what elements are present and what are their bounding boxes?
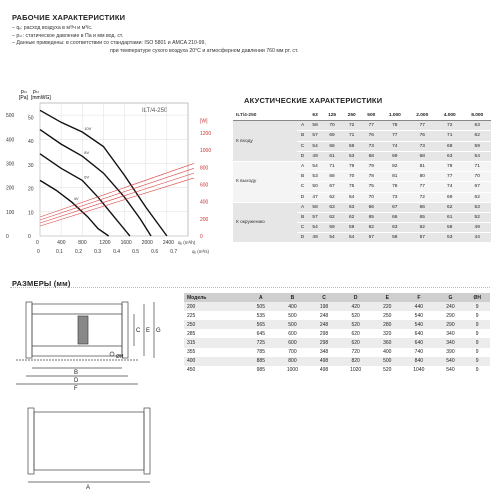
dim-cell: 498 — [310, 357, 338, 366]
dim-row — [184, 311, 490, 320]
acoustic-value: 54 — [308, 223, 322, 233]
dim-cell: 248 — [310, 320, 338, 329]
dim-header: G — [437, 293, 465, 302]
dim-header: D — [338, 293, 373, 302]
acoustic-value: 81 — [381, 172, 408, 182]
acoustic-value: 44 — [463, 233, 491, 243]
dim-cell: 225 — [187, 312, 196, 319]
acoustic-value: 54 — [308, 161, 322, 171]
acoustic-value: 66 — [381, 212, 408, 222]
dim-cell: 348 — [319, 349, 329, 356]
dim-cell: 500 — [288, 312, 297, 319]
dim-cell: 600 — [275, 338, 310, 347]
motor — [78, 316, 88, 344]
y-tick-mm: 20 — [28, 186, 34, 193]
dim-cell: 250 — [383, 312, 392, 319]
dim-cell: 498 — [319, 367, 329, 374]
acoustic-value: 69 — [322, 131, 342, 141]
dim-cell: 540 — [446, 367, 455, 374]
acoustic-value: 76 — [409, 131, 436, 141]
dim-cell: 535 — [256, 312, 265, 319]
acoustic-value: 63 — [342, 202, 362, 212]
dim-cell: 740 — [414, 349, 424, 356]
x-tick-m3h: 800 — [78, 240, 87, 246]
chart-curves — [40, 110, 194, 236]
dim-cell: 298 — [319, 330, 329, 337]
dim-cell: 290 — [446, 312, 455, 319]
dim-cell: 540 — [437, 357, 465, 366]
y-tick-mm: 0 — [28, 234, 31, 240]
power-curve — [40, 163, 194, 217]
dim-header: ØH — [464, 293, 490, 302]
acoustic-value: 62 — [342, 212, 362, 222]
acoustic-value: 70 — [322, 121, 342, 131]
acoustic-value: 82 — [381, 161, 408, 171]
dim-row — [184, 302, 490, 311]
y-tick-mm: 30 — [28, 162, 34, 169]
curve-8V — [40, 130, 151, 236]
y-tick-pa: 200 — [6, 185, 15, 192]
acoustic-value: 74 — [381, 141, 408, 151]
dim-header: E — [373, 293, 401, 302]
acoustic-value: 59 — [322, 223, 342, 233]
chart-ticks — [6, 113, 211, 255]
acoustic-value: 69 — [436, 192, 463, 202]
dim-cell: 290 — [437, 320, 465, 329]
dim-cell: 285 — [187, 330, 196, 337]
freq-header: 500 — [361, 111, 381, 121]
acoustic-value: 68 — [322, 172, 342, 182]
x-unit-m3s: qᵥ (m³/s) — [192, 249, 209, 254]
dim-cell: 520 — [351, 312, 360, 319]
acoustic-value: 72 — [409, 192, 436, 202]
dim-cell: 315 — [184, 338, 247, 347]
label-d: D — [74, 378, 79, 384]
acoustic-value: 77 — [409, 182, 436, 192]
acoustic-value: 76 — [361, 131, 381, 141]
weighting: D — [297, 192, 308, 202]
acoustic-value: 62 — [361, 223, 381, 233]
x-tick-m3s: 0.2 — [75, 249, 83, 255]
acoustic-value: 62 — [322, 192, 342, 202]
acoustic-value: 62 — [322, 212, 342, 222]
dim-cell: 620 — [351, 330, 360, 337]
dim-cell: 198 — [310, 302, 338, 311]
dim-cell: 250 — [184, 320, 247, 329]
acoustic-value: 70 — [463, 172, 491, 182]
dim-header: C — [310, 293, 338, 302]
note-pressure: – pₛₜ: статическое давление в Па и мм вод. ст. — [12, 32, 124, 39]
acoustic-value: 77 — [409, 121, 436, 131]
acoustic-value: 67 — [322, 182, 342, 192]
performance-chart — [0, 85, 230, 275]
y-tick-pa: 500 — [6, 113, 15, 120]
dim-cell: 620 — [338, 338, 373, 347]
dim-cell: 220 — [373, 302, 401, 311]
acoustic-group-label: К окружению — [233, 202, 297, 243]
label-h: ØH — [116, 354, 124, 360]
dim-cell: 298 — [310, 338, 338, 347]
dim-cell: 420 — [338, 302, 373, 311]
weighting: C — [297, 182, 308, 192]
y-tick-pa: 100 — [6, 209, 15, 216]
dim-cell: 1020 — [350, 367, 362, 374]
dimensions-table — [184, 293, 490, 375]
dim-cell: 450 — [187, 367, 196, 374]
acoustic-value: 59 — [463, 141, 491, 151]
dim-row — [184, 348, 490, 357]
acoustic-value: 73 — [381, 192, 408, 202]
acoustic-value: 66 — [409, 202, 436, 212]
dim-cell: 1000 — [286, 367, 298, 374]
power-curve — [40, 168, 194, 220]
acoustic-value: 68 — [409, 151, 436, 161]
power-tick: 400 — [200, 199, 209, 206]
dim-cell: 248 — [319, 312, 329, 319]
acoustic-value: 54 — [463, 151, 491, 161]
acoustic-value: 57 — [308, 212, 322, 222]
y-axis-unit-mm: [mmWG] — [31, 95, 51, 101]
acoustic-value: 63 — [342, 151, 362, 161]
dim-cell: 720 — [351, 349, 360, 356]
curve-label: 4V — [73, 196, 79, 202]
dim-cell: 820 — [338, 357, 373, 366]
dim-cell: 840 — [401, 357, 436, 366]
dim-cell: 540 — [401, 320, 436, 329]
acoustic-value: 70 — [342, 172, 362, 182]
y-axis-label-mm: pₛₜ — [33, 89, 40, 95]
acoustic-group-label: К входу — [233, 121, 297, 162]
dim-cell: 645 — [256, 330, 265, 337]
x-tick-m3s: 0.6 — [151, 249, 159, 255]
acoustic-value: 67 — [463, 182, 491, 192]
dim-row — [184, 329, 490, 338]
acoustic-value: 54 — [342, 233, 362, 243]
label-e: E — [146, 328, 151, 334]
freq-header: 8.000 — [463, 111, 491, 121]
dim-cell: 1040 — [413, 367, 425, 374]
acoustic-value: 68 — [361, 151, 381, 161]
acoustic-value: 65 — [409, 212, 436, 222]
dim-cell: 725 — [247, 338, 275, 347]
acoustic-value: 63 — [436, 151, 463, 161]
x-tick-m3h: 2000 — [141, 240, 153, 246]
acoustic-value: 54 — [308, 141, 322, 151]
power-label: [W] — [200, 118, 208, 125]
dim-cell: 500 — [275, 320, 310, 329]
acoustic-value: 68 — [436, 141, 463, 151]
curve-label: 6V — [84, 174, 90, 180]
dim-cell: 565 — [247, 320, 275, 329]
power-tick: 600 — [200, 182, 209, 189]
acoustic-value: 62 — [463, 131, 491, 141]
freq-header: 2.000 — [409, 111, 436, 121]
note-conditions: при температуре сухого воздуха 20°C и атмосферном давлении 760 мм рт. ст. — [110, 47, 299, 54]
acoustic-value: 77 — [436, 172, 463, 182]
acoustic-value: 57 — [409, 233, 436, 243]
acoustic-value: 49 — [308, 151, 322, 161]
y-tick-mm: 10 — [28, 210, 34, 217]
acoustic-value: 66 — [322, 141, 342, 151]
notes — [12, 25, 298, 55]
weighting: D — [297, 151, 308, 161]
x-tick-m3s: 0 — [37, 249, 40, 255]
acoustic-value: 58 — [308, 202, 322, 212]
weighting: A — [297, 202, 308, 212]
dim-cell: 390 — [446, 349, 455, 356]
dim-cell: 540 — [414, 312, 424, 319]
dim-header: B — [275, 293, 310, 302]
acoustic-row — [233, 161, 491, 171]
dim-header: F — [401, 293, 436, 302]
acoustic-value: 78 — [381, 121, 408, 131]
dim-cell: 355 — [187, 349, 196, 356]
acoustic-title: АКУСТИЧЕСКИЕ ХАРАКТЕРИСТИКИ — [244, 96, 383, 105]
dim-cell: 320 — [383, 330, 392, 337]
x-tick-m3h: 1600 — [120, 240, 132, 246]
y-tick-pa: 0 — [6, 234, 9, 240]
dim-cell: 9 — [464, 338, 490, 347]
dim-cell: 440 — [401, 302, 436, 311]
dimension-drawing — [12, 292, 177, 492]
acoustic-value: 62 — [463, 192, 491, 202]
weighting: D — [297, 233, 308, 243]
dim-cell: 9 — [464, 320, 490, 329]
acoustic-value: 75 — [361, 182, 381, 192]
fan-side — [34, 412, 144, 470]
acoustic-value: 50 — [308, 182, 322, 192]
freq-header: 125 — [322, 111, 342, 121]
x-unit-m3h: qᵥ (m³/h) — [178, 240, 196, 245]
x-tick-m3h: 2400 — [162, 240, 174, 246]
acoustic-value: 72 — [342, 121, 362, 131]
acoustic-value: 66 — [361, 202, 381, 212]
acoustic-value: 78 — [436, 161, 463, 171]
acoustic-value: 62 — [409, 223, 436, 233]
acoustic-value: 79 — [342, 161, 362, 171]
acoustic-value: 67 — [381, 202, 408, 212]
freq-header: 1.000 — [381, 111, 408, 121]
acoustic-value: 68 — [342, 141, 362, 151]
dim-row — [184, 357, 490, 366]
acoustic-value: 61 — [436, 212, 463, 222]
label-f: F — [74, 386, 78, 392]
acoustic-value: 74 — [436, 182, 463, 192]
acoustic-value: 79 — [361, 161, 381, 171]
acoustic-value: 57 — [308, 131, 322, 141]
acoustic-value: 64 — [342, 192, 362, 202]
acoustic-value: 78 — [381, 182, 408, 192]
acoustic-value: 63 — [381, 223, 408, 233]
weighting: B — [297, 131, 308, 141]
acoustic-value: 53 — [308, 172, 322, 182]
acoustic-value: 81 — [409, 161, 436, 171]
dim-cell: 9 — [475, 330, 479, 337]
freq-header: 63 — [308, 111, 322, 121]
acoustic-value: 57 — [361, 233, 381, 243]
fan-body — [32, 304, 122, 356]
weighting: A — [297, 121, 308, 131]
acoustic-value: 71 — [463, 161, 491, 171]
note-standards: – Данные приведены: в соответствии со стандартами: ISO 5801 и AMCA 210-99, — [12, 40, 206, 46]
weighting: A — [297, 161, 308, 171]
dim-cell: 640 — [401, 338, 436, 347]
dim-cell: 340 — [446, 330, 455, 337]
y-axis-unit-pa: [Pa] — [19, 95, 28, 101]
dim-cell: 9 — [464, 357, 490, 366]
acoustic-value: 63 — [463, 121, 491, 131]
dim-cell: 400 — [383, 349, 392, 356]
chart-model: ILT/4-250 — [142, 108, 168, 114]
acoustic-value: 73 — [409, 141, 436, 151]
dim-cell: 240 — [437, 302, 465, 311]
y-tick-pa: 300 — [6, 161, 15, 168]
dim-cell: 9 — [475, 349, 479, 356]
power-tick: 800 — [200, 165, 209, 172]
dim-row — [184, 320, 490, 329]
acoustic-value: 71 — [436, 131, 463, 141]
dim-cell: 785 — [256, 349, 265, 356]
acoustic-value: 77 — [381, 131, 408, 141]
dim-cell: 600 — [288, 330, 297, 337]
acoustic-value: 59 — [342, 223, 362, 233]
dim-cell: 885 — [247, 357, 275, 366]
dim-cell: 360 — [373, 338, 401, 347]
acoustic-value: 47 — [308, 192, 322, 202]
freq-header: 250 — [342, 111, 362, 121]
acoustic-value: 80 — [409, 172, 436, 182]
power-curve — [40, 178, 194, 226]
performance-title: РАБОЧИЕ ХАРАКТЕРИСТИКИ — [12, 13, 126, 22]
dim-cell: 9 — [475, 367, 479, 374]
dim-cell: 200 — [184, 302, 247, 311]
acoustic-value: 75 — [342, 182, 362, 192]
weighting: B — [297, 212, 308, 222]
dim-cell: 700 — [288, 349, 297, 356]
acoustic-value: 58 — [308, 121, 322, 131]
acoustic-value: 73 — [361, 141, 381, 151]
y-axis-label-pa: pₛₜ — [21, 89, 28, 95]
dim-cell: 340 — [437, 338, 465, 347]
dim-cell: 640 — [414, 330, 424, 337]
acoustic-value: 49 — [308, 233, 322, 243]
x-tick-m3s: 0.3 — [94, 249, 102, 255]
acoustic-row — [233, 202, 491, 212]
acoustic-group-label: К выходу — [233, 161, 297, 202]
dim-cell: 400 — [184, 357, 247, 366]
dim-row — [184, 366, 490, 375]
x-tick-m3s: 0.4 — [113, 249, 121, 255]
acoustic-value: 53 — [436, 233, 463, 243]
acoustic-value: 71 — [342, 131, 362, 141]
acoustic-value: 69 — [381, 151, 408, 161]
label-a: A — [86, 485, 91, 491]
y-tick-pa: 400 — [6, 137, 15, 144]
acoustic-value: 53 — [463, 202, 491, 212]
acoustic-value: 54 — [322, 233, 342, 243]
y-tick-mm: 40 — [28, 139, 34, 146]
label-c: C — [136, 328, 141, 334]
x-tick-m3h: 0 — [36, 240, 39, 246]
acoustic-value: 71 — [322, 161, 342, 171]
dim-cell: 500 — [373, 357, 401, 366]
label-g: G — [156, 328, 161, 334]
power-tick: 1000 — [200, 148, 212, 155]
acoustic-value: 62 — [436, 202, 463, 212]
dim-cell: 520 — [383, 367, 392, 374]
acoustic-value: 78 — [361, 172, 381, 182]
acoustic-value: 61 — [322, 151, 342, 161]
weighting: C — [297, 223, 308, 233]
dimensions-title: РАЗМЕРЫ (мм) — [12, 279, 71, 288]
dim-cell: 520 — [338, 320, 373, 329]
power-curve — [40, 173, 194, 223]
weighting: C — [297, 141, 308, 151]
label-b: B — [74, 370, 79, 376]
x-tick-m3h: 1200 — [99, 240, 111, 246]
freq-header: 4.000 — [436, 111, 463, 121]
acoustic-value: 77 — [361, 121, 381, 131]
dim-header: Модель — [184, 293, 247, 302]
y-tick-mm: 50 — [28, 115, 34, 122]
dim-cell: 9 — [464, 302, 490, 311]
dim-cell: 400 — [275, 302, 310, 311]
acoustic-value: 65 — [361, 212, 381, 222]
acoustic-row — [233, 121, 491, 131]
weighting: B — [297, 172, 308, 182]
dim-cell: 9 — [475, 312, 479, 319]
dim-row — [184, 338, 490, 347]
acoustic-model: ILT/4-250 — [233, 111, 297, 121]
x-tick-m3s: 0.7 — [170, 249, 178, 255]
curve-label: 10V — [84, 126, 92, 132]
x-tick-m3h: 400 — [57, 240, 66, 246]
dim-cell: 280 — [373, 320, 401, 329]
curve-label: 8V — [84, 150, 90, 156]
dim-cell: 985 — [256, 367, 265, 374]
x-tick-m3s: 0.5 — [132, 249, 140, 255]
curve-6V — [40, 154, 130, 236]
acoustic-value: 63 — [322, 202, 342, 212]
dim-cell: 505 — [247, 302, 275, 311]
acoustic-value: 52 — [463, 212, 491, 222]
dim-cell: 800 — [275, 357, 310, 366]
power-tick: 1200 — [200, 131, 212, 137]
power-tick: 0 — [200, 234, 203, 240]
acoustic-table — [233, 111, 491, 243]
acoustic-value: 72 — [436, 121, 463, 131]
power-tick: 200 — [200, 216, 209, 223]
acoustic-value: 58 — [436, 223, 463, 233]
dim-header: A — [247, 293, 275, 302]
acoustic-value: 58 — [381, 233, 408, 243]
acoustic-value: 70 — [361, 192, 381, 202]
section-divider — [10, 287, 490, 288]
acoustic-value: 49 — [463, 223, 491, 233]
note-flow: – qᵥ: расход воздуха в м³/ч и м³/с. — [12, 25, 93, 31]
x-tick-m3s: 0.1 — [56, 249, 63, 255]
